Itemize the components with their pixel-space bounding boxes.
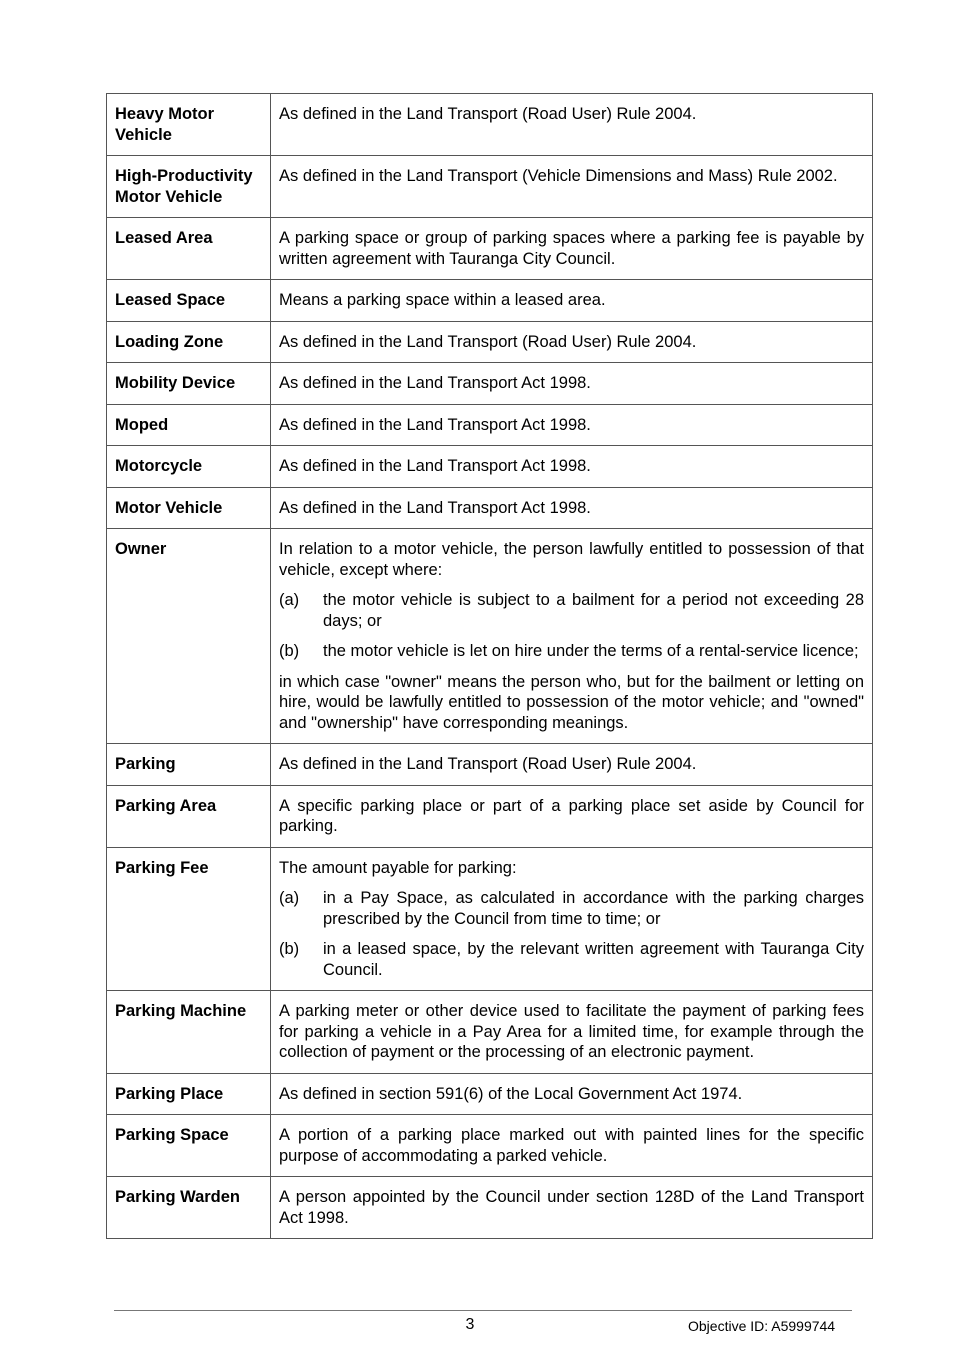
footer-divider bbox=[114, 1310, 852, 1311]
page-number: 3 bbox=[465, 1316, 475, 1333]
definition-row bbox=[107, 280, 873, 322]
definition-text: A specific parking place or part of a parking place set aside by Council for parking. bbox=[279, 796, 864, 835]
definition-text-cell bbox=[271, 1073, 873, 1115]
definition-row bbox=[107, 847, 873, 991]
definition-term: Parking Area bbox=[107, 785, 271, 847]
definition-row bbox=[107, 744, 873, 786]
definition-row bbox=[107, 1115, 873, 1177]
definition-text-cell bbox=[271, 785, 873, 847]
definition-text: As defined in the Land Transport Act 1998. bbox=[279, 457, 591, 475]
definition-term: Motor Vehicle bbox=[107, 487, 271, 529]
definition-term: Owner bbox=[107, 529, 271, 744]
subitem-text: in a leased space, by the relevant written agreement with Tauranga City Council. bbox=[323, 940, 864, 979]
definition-text: As defined in the Land Transport (Road User) Rule 2004. bbox=[279, 332, 697, 351]
definition-term: Mobility Device bbox=[107, 363, 271, 405]
definition-text: As defined in the Land Transport (Road User) Rule 2004. bbox=[279, 105, 697, 123]
definition-text: As defined in the Land Transport Act 1998. bbox=[279, 374, 591, 392]
definition-term: High-Productivity Motor Vehicle bbox=[107, 156, 271, 218]
definition-text: As defined in the Land Transport Act 1998. bbox=[279, 498, 591, 517]
definition-text: The amount payable for parking: bbox=[279, 858, 517, 877]
definition-subitem bbox=[279, 939, 864, 980]
definition-row bbox=[107, 94, 873, 156]
definition-text: As defined in section 591(6) of the Local Government Act 1974. bbox=[279, 1084, 743, 1103]
definition-text-cell bbox=[271, 487, 873, 529]
definitions-table bbox=[106, 93, 873, 1239]
definition-row bbox=[107, 487, 873, 529]
definition-text: A portion of a parking place marked out with painted lines for the specific purpose of accommodating a parked vehicle. bbox=[279, 1126, 864, 1165]
definition-text-cell bbox=[271, 280, 873, 322]
definition-text-cell bbox=[271, 404, 873, 446]
definition-row bbox=[107, 991, 873, 1074]
definition-term: Parking Place bbox=[107, 1073, 271, 1115]
definition-subitem bbox=[279, 641, 864, 662]
definition-tail-text: in which case "owner" means the person who, but for the bailment or letting on hire, would be lawfully entitled to possession of the motor vehicle; and "owned" and "ownership" have corresponding meanings. bbox=[279, 672, 864, 732]
definition-row bbox=[107, 156, 873, 218]
definition-text: Means a parking space within a leased area. bbox=[279, 291, 606, 309]
definition-row bbox=[107, 446, 873, 488]
subitem-text: in a Pay Space, as calculated in accordance with the parking charges prescribed by the Council from time to time; or bbox=[323, 889, 864, 928]
definition-row bbox=[107, 321, 873, 363]
definition-row bbox=[107, 404, 873, 446]
definition-term: Parking Warden bbox=[107, 1177, 271, 1239]
definition-text: As defined in the Land Transport (Vehicle Dimensions and Mass) Rule 2002. bbox=[279, 167, 838, 185]
definition-subitem bbox=[279, 888, 864, 929]
definition-text: A person appointed by the Council under section 128D of the Land Transport Act 1998. bbox=[279, 1188, 864, 1227]
definition-row bbox=[107, 218, 873, 280]
definition-subitem bbox=[279, 590, 864, 631]
definition-text-cell bbox=[271, 363, 873, 405]
definition-text-cell bbox=[271, 744, 873, 786]
definition-text-cell bbox=[271, 94, 873, 156]
definition-text: A parking space or group of parking spaces where a parking fee is payable by written agreement with Tauranga City Council. bbox=[279, 229, 864, 268]
definition-row bbox=[107, 363, 873, 405]
definition-term: Parking Space bbox=[107, 1115, 271, 1177]
definition-text-cell bbox=[271, 218, 873, 280]
definition-term: Leased Space bbox=[107, 280, 271, 322]
definition-row bbox=[107, 529, 873, 744]
definition-text-cell bbox=[271, 1115, 873, 1177]
subitem-text: the motor vehicle is subject to a bailment for a period not exceeding 28 days; or bbox=[323, 591, 864, 630]
definition-term: Moped bbox=[107, 404, 271, 446]
definition-row bbox=[107, 1177, 873, 1239]
definitions-body bbox=[107, 94, 873, 1239]
definition-term: Parking bbox=[107, 744, 271, 786]
definition-text-cell bbox=[271, 446, 873, 488]
definition-text: As defined in the Land Transport Act 1998. bbox=[279, 415, 591, 434]
definition-text: In relation to a motor vehicle, the person lawfully entitled to possession of that vehicle, except where: bbox=[279, 540, 864, 579]
definition-text-cell bbox=[271, 321, 873, 363]
definition-text: As defined in the Land Transport (Road User) Rule 2004. bbox=[279, 755, 697, 773]
definition-term: Loading Zone bbox=[107, 321, 271, 363]
definition-row bbox=[107, 785, 873, 847]
definition-text: A parking meter or other device used to facilitate the payment of parking fees for parking a vehicle in a Pay Area for a limited time, for example through the collection of payment or the processing of an electronic payment. bbox=[279, 1002, 864, 1061]
definition-text-cell bbox=[271, 847, 873, 991]
definition-text-cell bbox=[271, 529, 873, 744]
definition-term: Motorcycle bbox=[107, 446, 271, 488]
objective-id: Objective ID: A5999744 bbox=[688, 1318, 836, 1334]
definition-term: Parking Machine bbox=[107, 991, 271, 1074]
subitem-number: (a) bbox=[279, 889, 300, 907]
definition-text-cell bbox=[271, 156, 873, 218]
definition-row bbox=[107, 1073, 873, 1115]
subitem-number: (a) bbox=[279, 591, 300, 609]
definition-text-cell bbox=[271, 991, 873, 1074]
definition-term: Parking Fee bbox=[107, 847, 271, 991]
definition-term: Heavy Motor Vehicle bbox=[107, 94, 271, 156]
subitem-number: (b) bbox=[279, 642, 300, 660]
subitem-text: the motor vehicle is let on hire under the terms of a rental-service licence; bbox=[323, 642, 859, 660]
definition-term: Leased Area bbox=[107, 218, 271, 280]
definition-text-cell bbox=[271, 1177, 873, 1239]
subitem-number: (b) bbox=[279, 940, 300, 958]
